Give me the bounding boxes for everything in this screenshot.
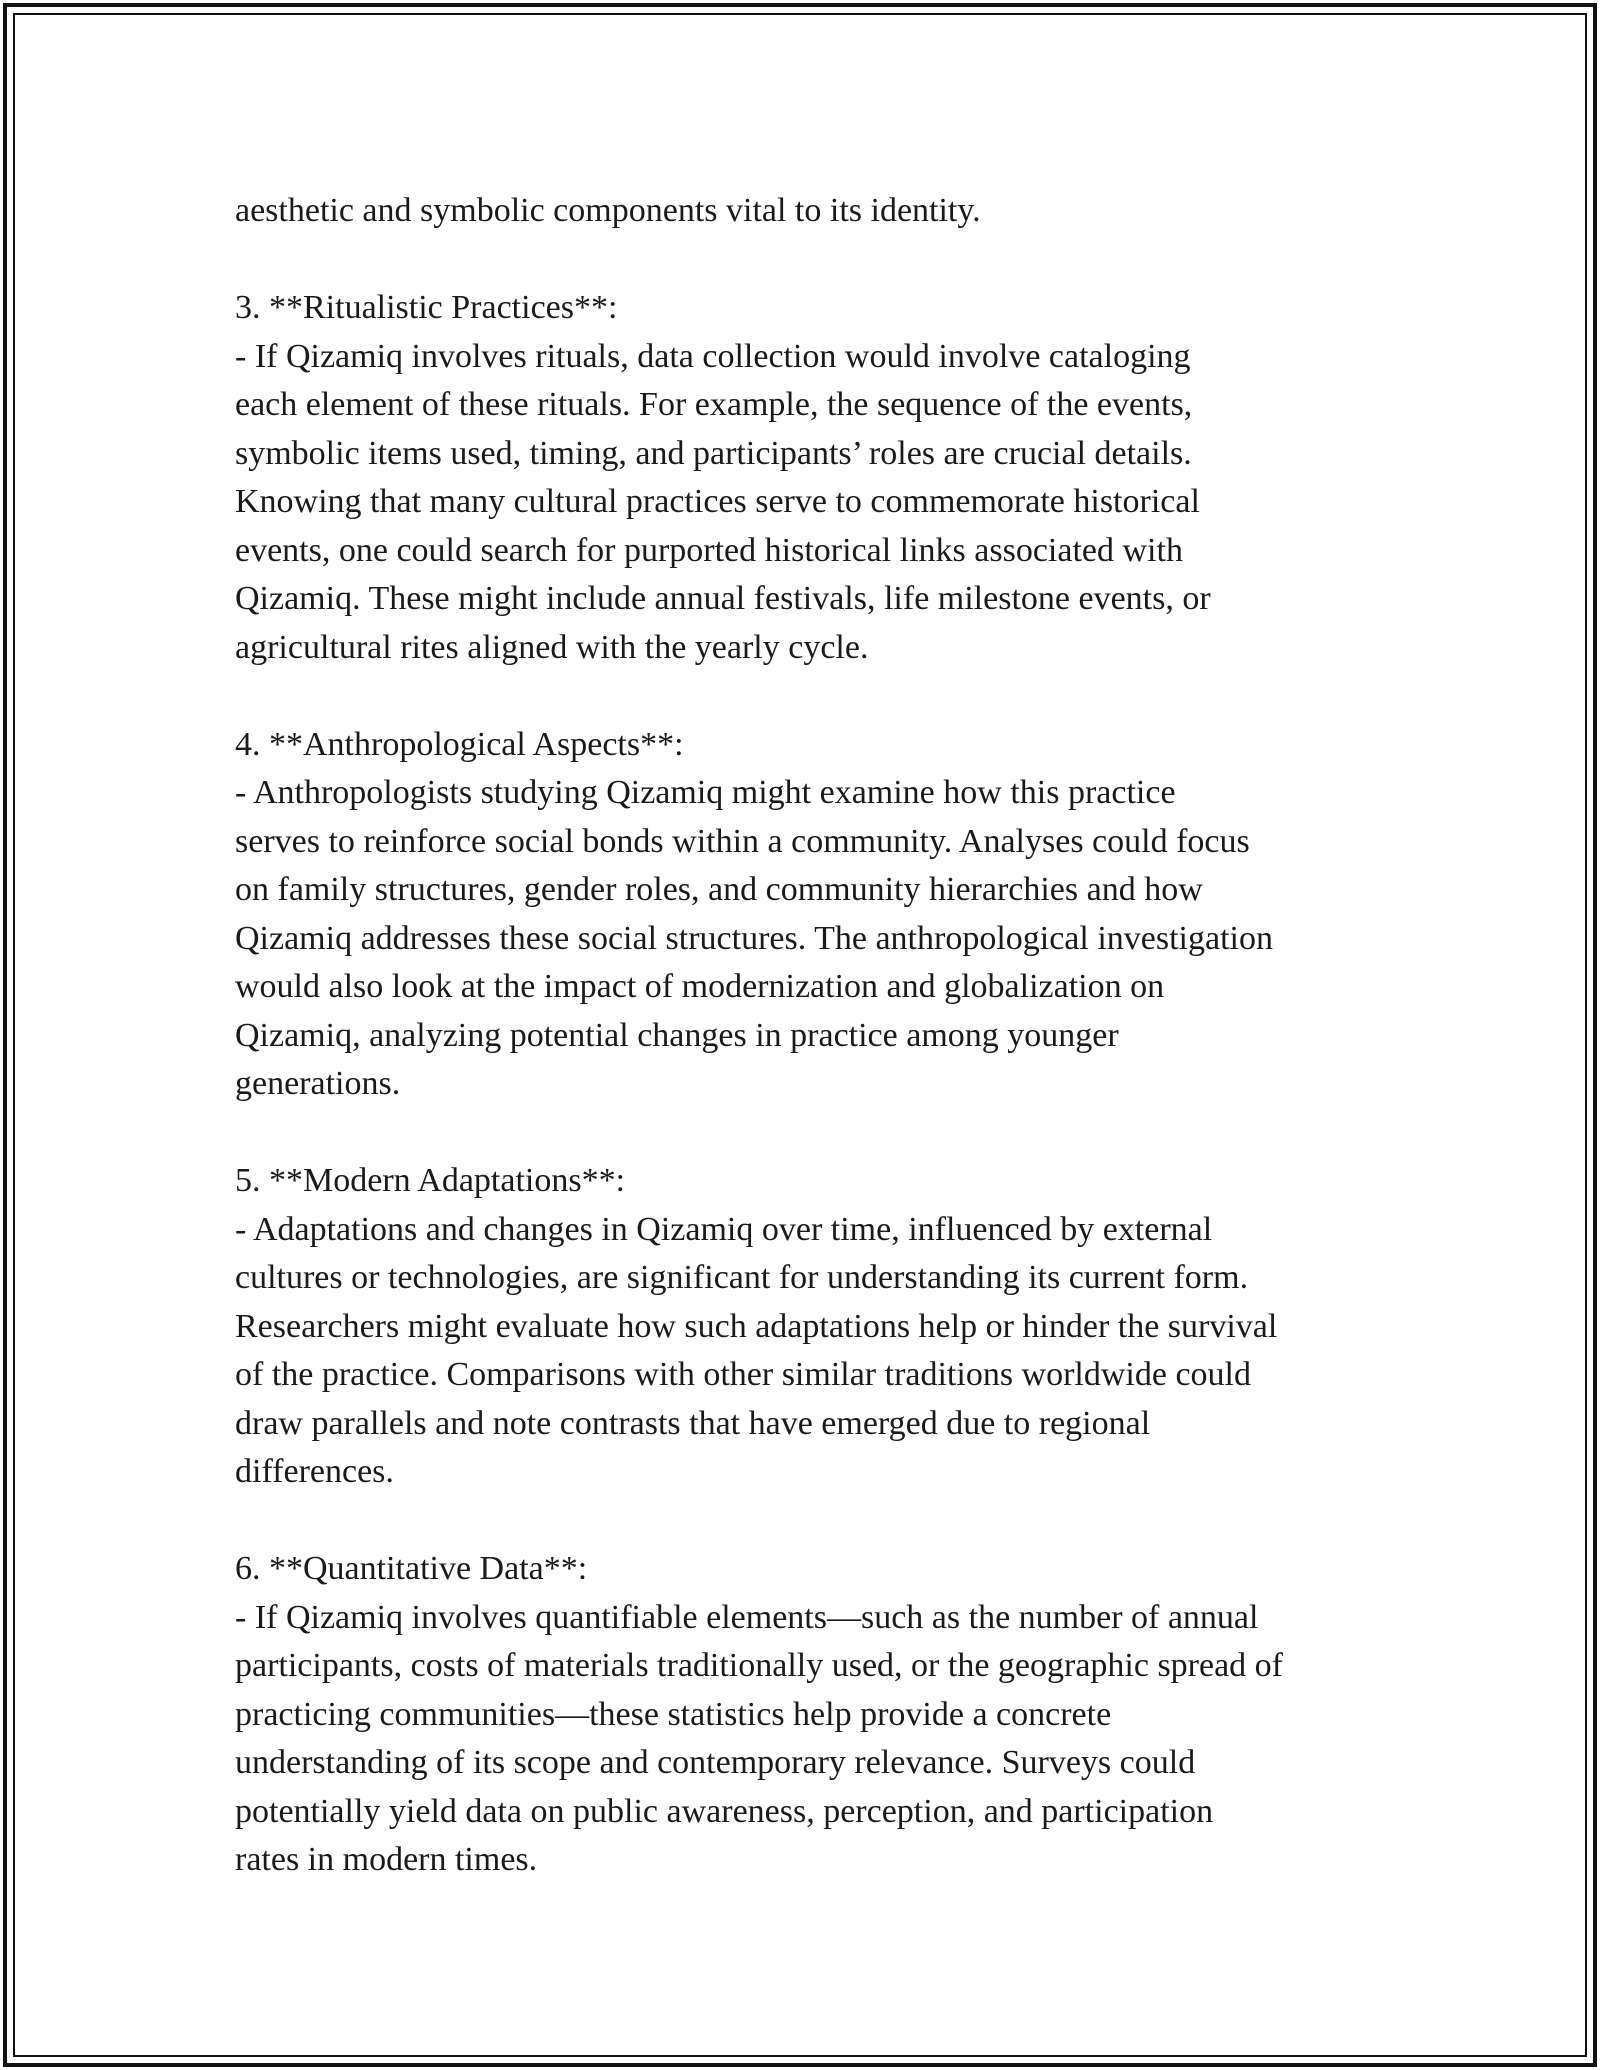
paragraph-gap <box>235 236 1375 285</box>
section-heading: 6. **Quantitative Data**: <box>235 1550 588 1587</box>
document-body <box>235 187 1375 1885</box>
paragraph-gap <box>235 1497 1375 1546</box>
section-modern-adaptations <box>235 1157 1375 1497</box>
section-heading: 3. **Ritualistic Practices**: <box>235 289 618 326</box>
paragraph-gap <box>235 672 1375 721</box>
section-ritualistic-practices <box>235 284 1375 672</box>
section-quantitative-data <box>235 1545 1375 1885</box>
intro-fragment: aesthetic and symbolic components vital to its identity. <box>235 192 981 229</box>
section-heading: 5. **Modern Adaptations**: <box>235 1162 626 1199</box>
section-heading: 4. **Anthropological Aspects**: <box>235 725 684 763</box>
section-body: - If Qizamiq involves quantifiable elements—such as the number of annual participants, costs of materials traditionally used, or the geographic spread of practicing communities—these statistics help provide a concrete understanding of its scope and contemporary relevance. Surveys could potentially yield data on public awareness, perception, and participation rates in modern times. <box>235 1598 1284 1878</box>
section-anthropological-aspects <box>235 721 1375 1109</box>
section-body: - Anthropologists studying Qizamiq might examine how this practice serves to reinforce social bonds within a community. Analyses could focus on family structures, gender roles, and community hierarchies and how Qizamiq addresses these social structures. The anthropological investigation would also look at the impact of modernization and globalization on Qizamiq, analyzing potential changes in practice among younger generations. <box>235 774 1273 1102</box>
section-body: - Adaptations and changes in Qizamiq over time, influenced by external cultures or technologies, are significant for understanding its current form. Researchers might evaluate how such adaptations help or hinder the survival of the practice. Comparisons with other similar traditions worldwide could draw parallels and note contrasts that have emerged due to regional differences. <box>235 1210 1278 1490</box>
paragraph-gap <box>235 1109 1375 1158</box>
section-body: - If Qizamiq involves rituals, data collection would involve cataloging each element of these rituals. For example, the sequence of the events, symbolic items used, timing, and participants’ roles are crucial details. Knowing that many cultural practices serve to commemorate historical events, one could search for purported historical links associated with Qizamiq. These might include annual festivals, life milestone events, or agricultural rites aligned with the yearly cycle. <box>235 337 1211 666</box>
